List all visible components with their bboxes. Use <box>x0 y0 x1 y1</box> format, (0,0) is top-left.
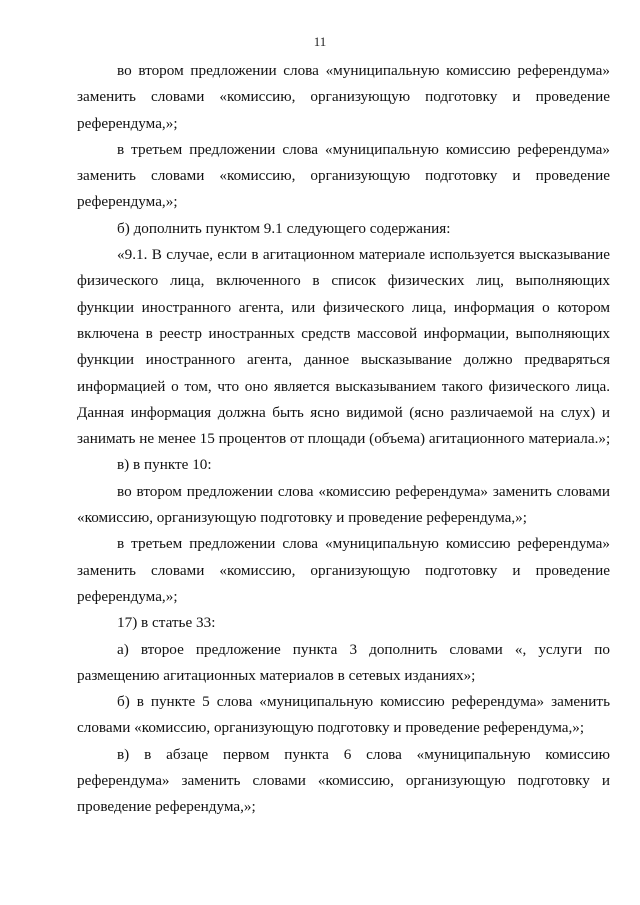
text-line: в) в пункте 10: <box>117 456 212 474</box>
paragraph <box>77 742 610 821</box>
text-line: а) второе предложение пункта 3 дополнить словами «, услуги по <box>117 640 610 658</box>
text-line: б) дополнить пунктом 9.1 следующего содержания: <box>117 219 451 237</box>
text-line: Данная информация должна быть ясно видимой (ясно различаемой на слух) и <box>77 403 610 421</box>
text-line: референдума,»; <box>77 114 178 132</box>
text-line: проведение референдума,»; <box>77 798 256 816</box>
paragraph <box>77 689 610 742</box>
text-line: включена в реестр иностранных средств массовой информации, выполняющих <box>77 324 610 342</box>
text-line: заменить словами «комиссию, организующую подготовку и проведение <box>77 167 610 185</box>
text-line: функции иностранного агента, или физического лица, информация о котором <box>77 298 610 316</box>
text-line: референдума,»; <box>77 193 178 211</box>
text-line: в) в абзаце первом пункта 6 слова «муниципальную комиссию <box>117 745 610 763</box>
text-line: словами «комиссию, организующую подготовку и проведение референдума,»; <box>77 719 585 737</box>
page-number: 11 <box>313 34 327 49</box>
paragraph <box>77 216 610 242</box>
text-line: заменить словами «комиссию, организующую подготовку и проведение <box>77 88 610 106</box>
paragraph <box>77 479 610 532</box>
text-line: занимать не менее 15 процентов от площади (объема) агитационного материала.»; <box>77 430 611 448</box>
text-line: «комиссию, организующую подготовку и проведение референдума,»; <box>77 509 527 527</box>
text-line: физического лица, включенного в список физических лиц, выполняющих <box>77 272 610 290</box>
paragraph <box>77 531 610 610</box>
text-line: функции иностранного агента, данное высказывание должно предваряться <box>77 351 610 369</box>
text-line: «9.1. В случае, если в агитационном материале используется высказывание <box>117 246 610 264</box>
text-line: референдума,»; <box>77 587 178 605</box>
text-line: 17) в статье 33: <box>117 614 216 632</box>
text-line: информацией о том, что оно является высказыванием такого физического лица. <box>77 377 610 395</box>
text-line: б) в пункте 5 слова «муниципальную комиссию референдума» заменить <box>117 693 610 711</box>
text-line: размещению агитационных материалов в сетевых изданиях»; <box>77 666 476 684</box>
paragraph <box>77 137 610 216</box>
text-line: в третьем предложении слова «муниципальную комиссию референдума» <box>117 535 610 553</box>
paragraph <box>77 242 610 452</box>
paragraph <box>77 58 610 137</box>
paragraph <box>77 637 610 690</box>
text-line: в третьем предложении слова «муниципальную комиссию референдума» <box>117 140 610 158</box>
text-line: во втором предложении слова «комиссию референдума» заменить словами <box>117 482 610 500</box>
text-line: заменить словами «комиссию, организующую подготовку и проведение <box>77 561 610 579</box>
text-line: референдума» заменить словами «комиссию, организующую подготовку и <box>77 772 610 790</box>
paragraph <box>77 452 610 478</box>
paragraph <box>77 610 610 636</box>
text-line: во втором предложении слова «муниципальную комиссию референдума» <box>117 62 610 79</box>
document-body <box>77 58 610 821</box>
